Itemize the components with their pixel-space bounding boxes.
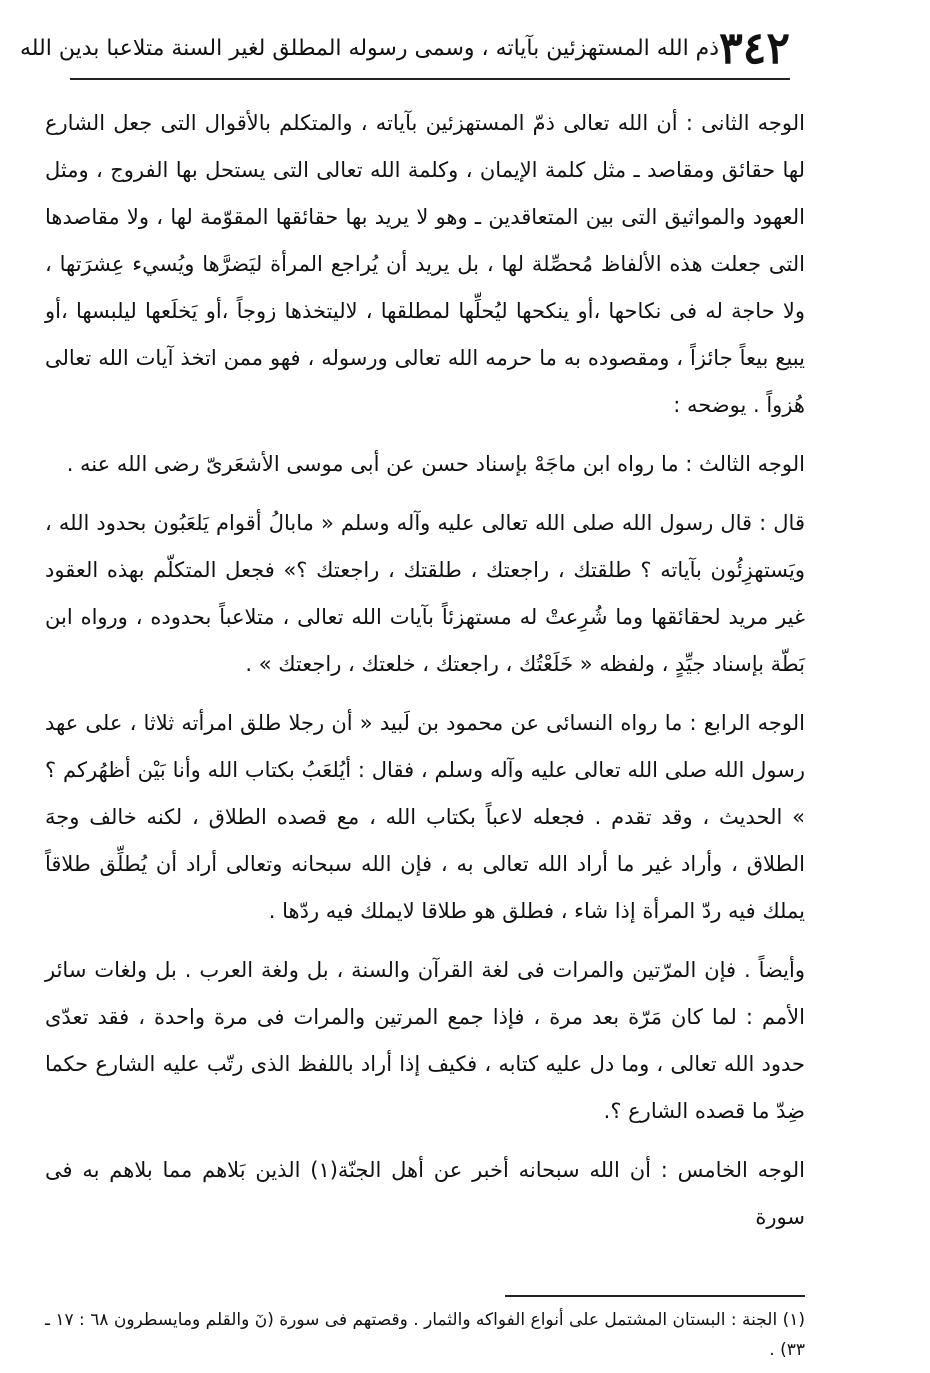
paragraph-fifth-aspect: الوجه الخامس : أن الله سبحانه أخبر عن أهل الجنّة(١) الذين بَلاهم مما بلاهم به فى سورة [45,1158,805,1229]
paragraph-fourth-aspect: الوجه الرابع : ما رواه النسائى عن محمود بن لَبيد « أن رجلا طلق امرأته ثلاثا ، على عهد رسول الله صلى الله تعالى عليه وآله وسلم ، فقال : أيُلعَبُ بكتاب الله وأنا بَيْن أظهُركم ؟ » الحديث ، وقد تقدم . فجعله لاعباً بكتاب الله ، مع قصده الطلاق ، لكنه خالف وجهَ الطلاق ، وأراد غير ما أراد الله تعالى به ، فإن الله سبحانه وتعالى أراد أن يُطلِّق طلاقاً يملك فيه ردّ المرأة إذا شاء ، فطلق هو طلاقا لايملك فيه ردّها . [45,711,805,923]
page-body [45,100,805,1253]
footnote: (١) الجنة : البستان المشتمل على أنواع الفواكه والثمار . وقصتهم فى سورة (نٓ والقلم ومايسطرون ٦٨ : ١٧ ـ ٣٣) . [44,1310,805,1360]
paragraph-third-aspect: الوجه الثالث : ما رواه ابن ماجَهْ بإسناد حسن عن أبى موسى الأشعَرىّ رضى الله عنه . [66,452,805,476]
paragraph-second-aspect: الوجه الثانى : أن الله تعالى ذمّ المستهزئين بآياته ، والمتكلم بالأقوال التى جعل الشارع لها حقائق ومقاصد ـ مثل كلمة الإيمان ، وكلمة الله تعالى التى يستحل بها الفروج ، ومثل العهود والمواثيق التى بين المتعاقدين ـ وهو لا يريد بها حقائقها المقوّمة لها ، ولا مقاصدها التى جعلت هذه الألفاظ مُحصِّلة لها ، بل يريد أن يُراجع المرأة ليَضرَّها ويُسيء عِشرَتها ، ولا حاجة له فى نكاحها ،أو ينكحها ليُحلِّها لمطلقها ، لاليتخذها زوجاً ،أو يَخلَعها ليلبسها ،أو يبيع بيعاً جائزاً ، ومقصوده به ما حرمه الله تعالى ورسوله ، فهو ممن اتخذ آيات الله تعالى هُزواً . يوضحه : [45,111,805,417]
page-header [19,18,790,80]
paragraph-hadith-quote: قال : قال رسول الله صلى الله تعالى عليه وآله وسلم « مابالُ أقوام يَلعَبُون بحدود الله ، ويَستهزِئُون بآياته ؟ طلقتك ، راجعتك ، طلقتك ، راجعتك ؟» فجعل المتكلّم بهذه العقود غير مريد لحقائقها وما شُرِعتْ له مستهزئاً بآيات الله تعالى ، متلاعباً بحدوده ، ورواه ابن بَطّة بإسناد جيِّدٍ ، ولفظه « خَلَعْتُك ، راجعتك ، خلعتك ، راجعتك » . [45,511,805,676]
page-number: ٣٤٢ [719,22,790,74]
paragraph-also: وأيضاً . فإن المرّتين والمرات فى لغة القرآن والسنة ، بل ولغة العرب . بل ولغات سائر الأمم : لما كان مَرّة بعد مرة ، فإذا جمع المرتين والمرات فى مرة واحدة ، فقد تعدّى حدود الله تعالى ، وما دل عليه كتابه ، فكيف إذا أراد باللفظ الذى رتّب عليه الشارع حكما ضِدّ ما قصده الشارع ؟. [45,958,805,1123]
running-title: ذم الله المستهزئين بآياته ، وسمى رسوله المطلق لغير السنة متلاعبا بدين الله [19,35,720,61]
footnote-divider [505,1295,805,1297]
